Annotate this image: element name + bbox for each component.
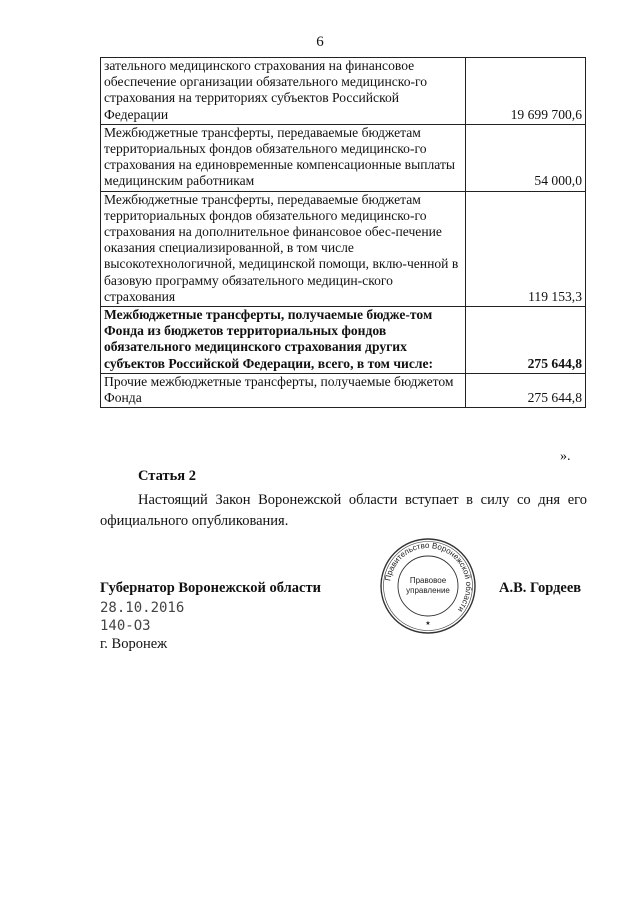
table-row [101, 58, 586, 125]
article-title: Статья 2 [138, 468, 196, 484]
stamp-inner-line-2: управление [406, 586, 450, 595]
table-row-total [101, 307, 586, 374]
signatory-title: Губернатор Воронежской области [100, 580, 321, 596]
row-amount: 54 000,0 [466, 124, 586, 191]
row-description: Прочие межбюджетные трансферты, получаемые бюджетом Фонда [101, 373, 466, 407]
row-description: Межбюджетные трансферты, передаваемые бюджетам территориальных фондов обязательного медицинско-го страхования на единовременные компенсационные выплаты медицинским работникам [101, 124, 466, 191]
stamp-outer-text: Правительство Воронежской области [383, 540, 474, 614]
signatory-name: А.В. Гордеев [499, 580, 582, 596]
star-icon: ★ [425, 621, 431, 627]
table-row [101, 191, 586, 306]
row-amount: 275 644,8 [466, 373, 586, 407]
law-date: 28.10.2016 [100, 600, 185, 616]
row-amount: 275 644,8 [466, 307, 586, 374]
law-number: 140-ОЗ [100, 618, 151, 634]
row-amount: 19 699 700,6 [466, 58, 586, 125]
row-description: Межбюджетные трансферты, передаваемые бюджетам территориальных фондов обязательного медицинско-го страхования на дополнительное финансовое обес-печение оказания специализированной, в том числе высокотехнологичной, медицинской помощи, вклю-ченной в базовую программу обязательного медицин-ского страхования [101, 191, 466, 306]
row-description: Межбюджетные трансферты, получаемые бюдже-том Фонда из бюджетов территориальных фондов обязательного медицинского страхования других субъектов Российской Федерации, всего, в том числе: [101, 307, 466, 374]
table-row [101, 373, 586, 407]
stamp-inner-line-1: Правовое [409, 576, 447, 585]
article-text: Настоящий Закон Воронежской области вступает в силу со дня его официального опубликования. [100, 492, 587, 529]
row-amount: 119 153,3 [466, 191, 586, 306]
table-row [101, 124, 586, 191]
city: г. Воронеж [100, 636, 168, 652]
closing-quote: ». [560, 449, 571, 464]
row-description: зательного медицинского страхования на финансовое обеспечение организации обязательного медицинско-го страхования на территориях субъектов Российской Федерации [101, 58, 466, 125]
budget-table [100, 57, 586, 408]
page-number: 6 [316, 34, 324, 50]
official-stamp [378, 536, 478, 636]
